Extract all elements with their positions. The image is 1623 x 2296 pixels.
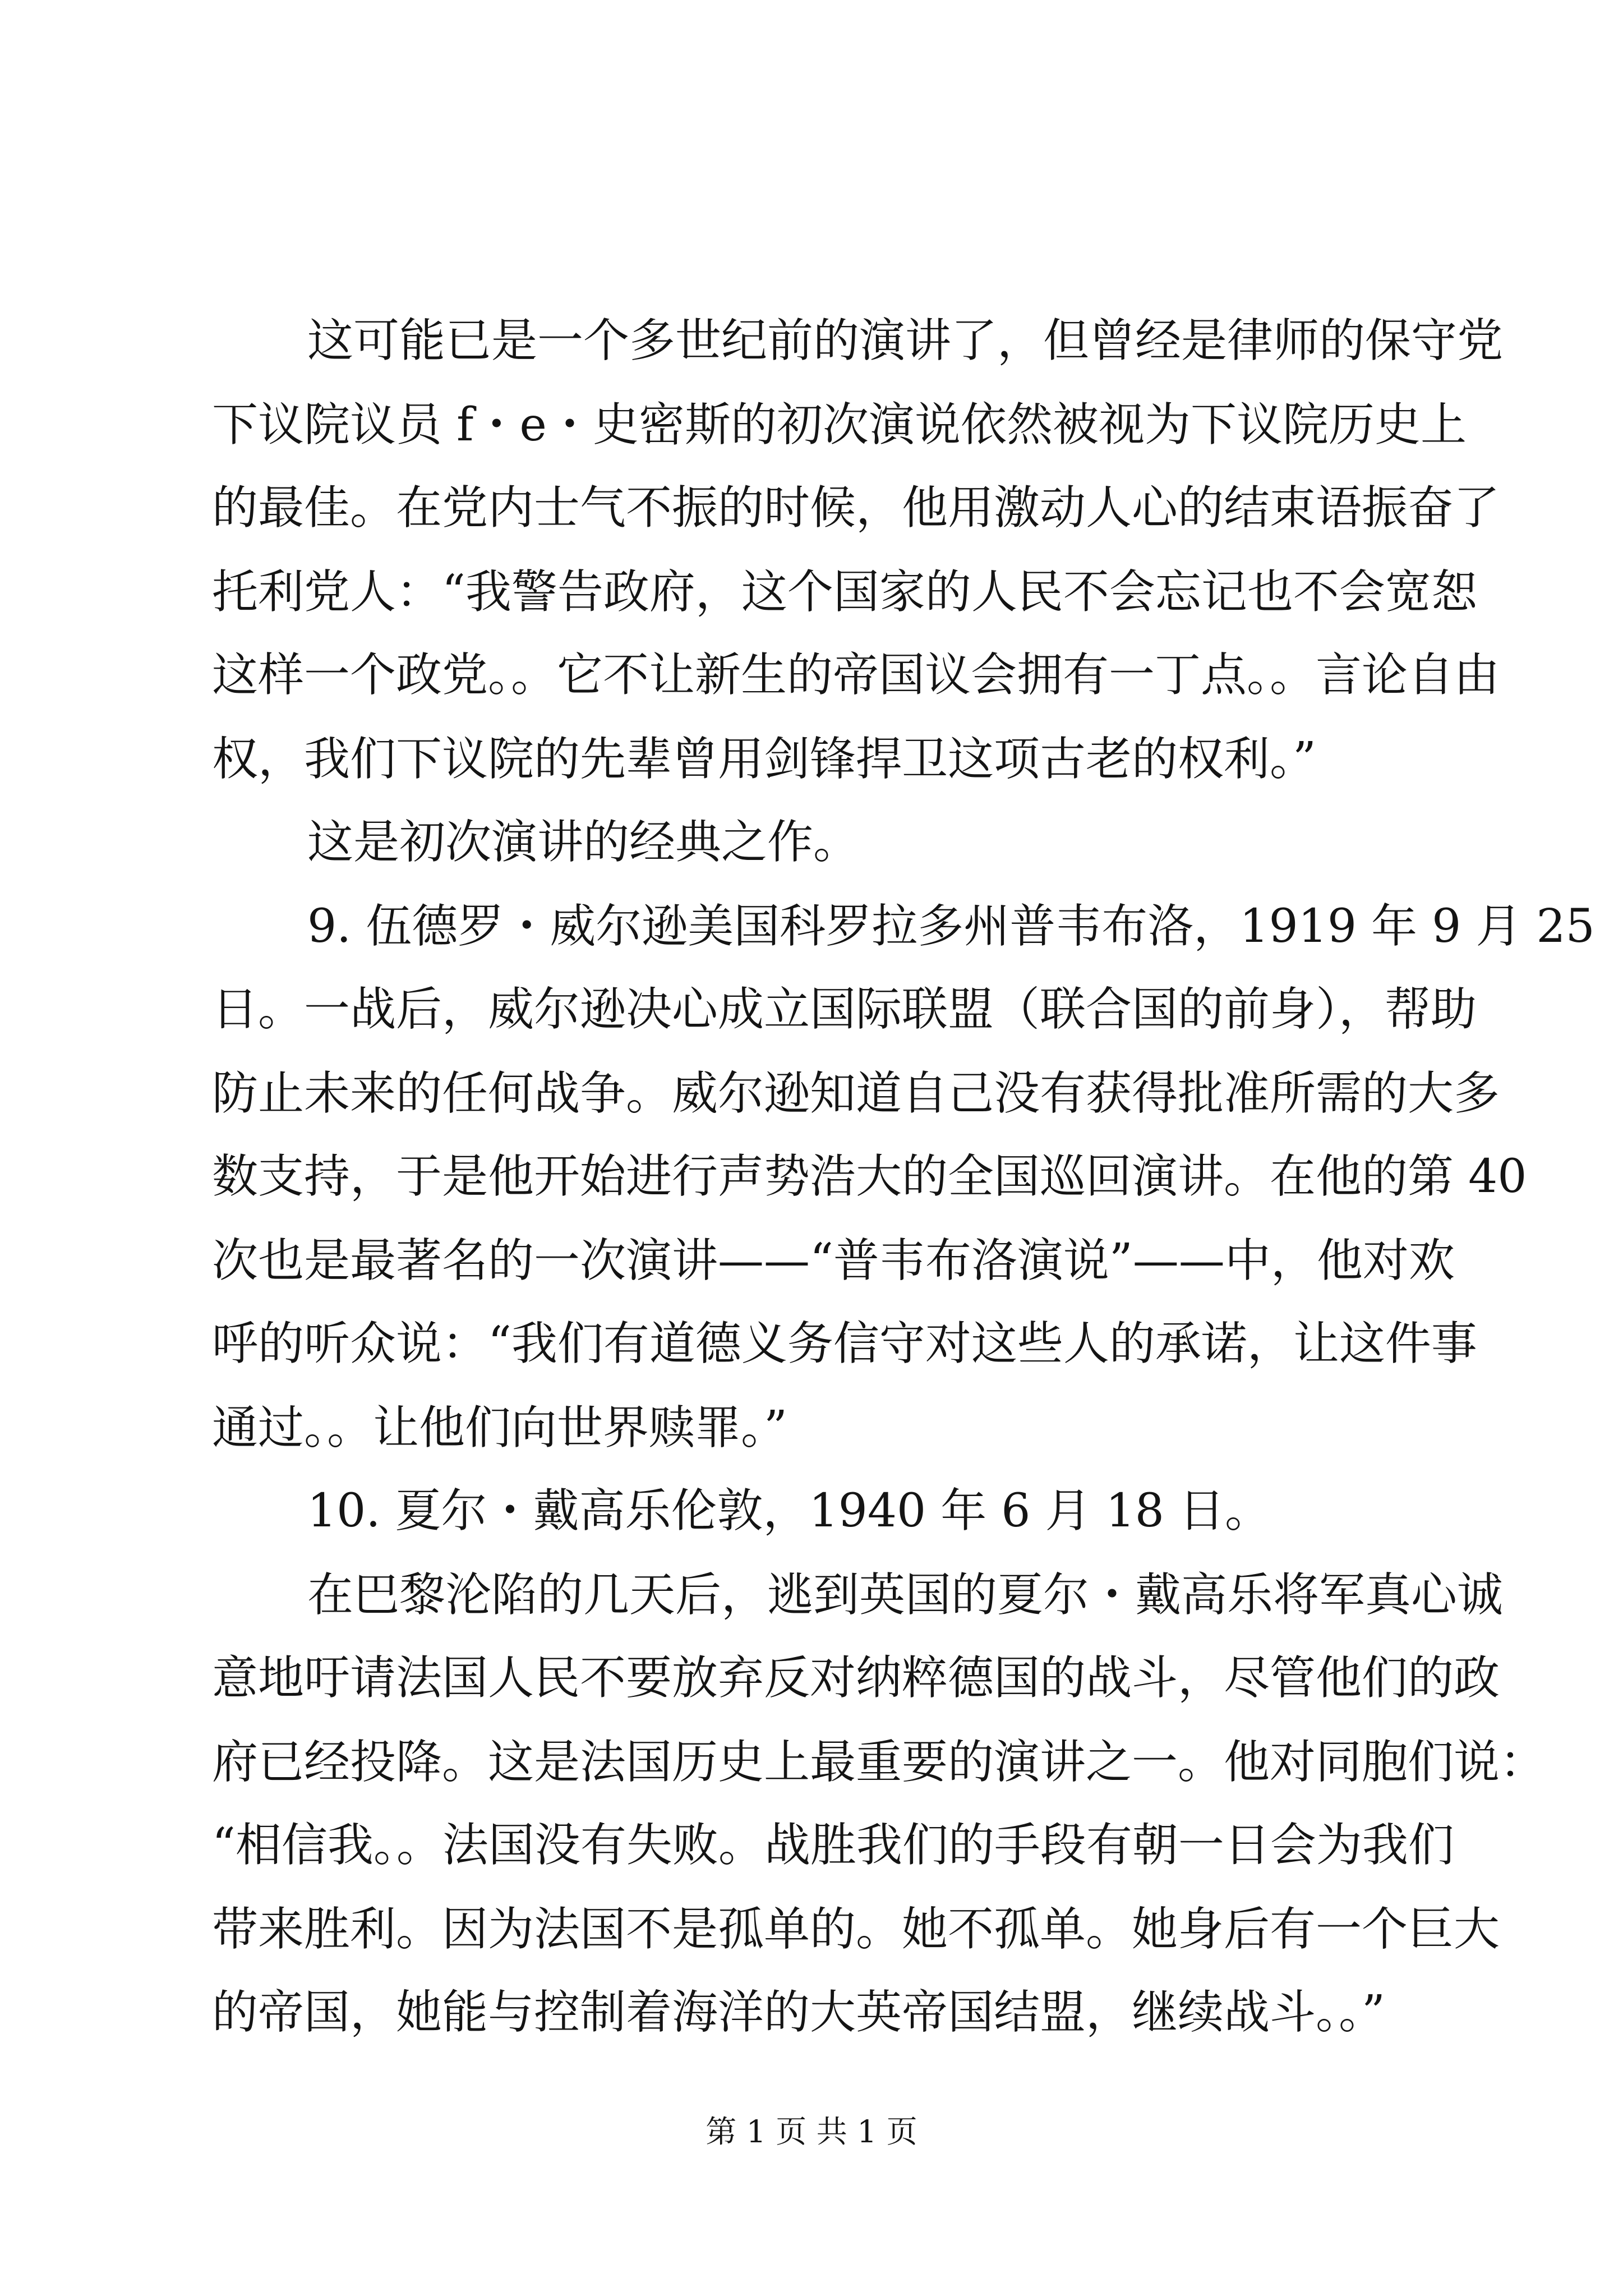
text-line [0,1478,1623,1545]
text-line [0,1143,1623,1211]
text-line [0,1310,1623,1378]
line-text: 这样一个政党。。它不让新生的帝国议会拥有一丁点。。言论自由 [212,648,1500,702]
line-text: 防止未来的任何战争。威尔逊知道自己没有获得批准所需的大多 [212,1067,1500,1120]
line-text: 9. 伍德罗・威尔逊美国科罗拉多州普韦布洛，1919 年 9 月 25 [307,900,1595,953]
text-line [0,809,1623,876]
line-text: 带来胜利。因为法国不是孤单的。她不孤单。她身后有一个巨大 [212,1903,1500,1956]
line-text: 次也是最著名的一次演讲——“普韦布洛演说”——中，他对欢 [212,1234,1455,1287]
text-line [0,1395,1623,1462]
line-text: 10. 夏尔・戴高乐伦敦，1940 年 6 月 18 日。 [307,1484,1271,1538]
text-line [0,475,1623,542]
line-text: 的帝国，她能与控制着海洋的大英帝国结盟，继续战斗。。” [212,1986,1385,2039]
line-text: 下议院议员 f・e・史密斯的初次演说依然被视为下议院历史上 [212,398,1467,452]
text-line [0,1812,1623,1879]
text-line [0,1896,1623,1963]
line-text: 托利党人：“我警告政府，这个国家的人民不会忘记也不会宽恕 [212,565,1477,619]
text-line [0,559,1623,626]
line-text: 数支持，于是他开始进行声势浩大的全国巡回演讲。在他的第 40 [212,1150,1527,1203]
text-line [0,307,1623,375]
text-line [0,1562,1623,1629]
line-text: 通过。。让他们向世界赎罪。” [212,1401,787,1455]
text-line [0,1060,1623,1128]
text-line [0,893,1623,960]
page-footer [0,2109,1623,2154]
line-text: 呼的听众说：“我们有道德义务信守对这些人的承诺，让这件事 [212,1317,1477,1370]
text-line [0,1645,1623,1712]
page-number-label: 第 1 页 共 1 页 [706,2114,917,2150]
text-line [0,392,1623,459]
text-line [0,976,1623,1043]
text-line [0,1227,1623,1295]
line-text: 的最佳。在党内士气不振的时候，他用激动人心的结束语振奋了 [212,481,1500,535]
text-line [0,726,1623,793]
line-text: 这是初次演讲的经典之作。 [307,816,860,869]
line-text: 意地吁请法国人民不要放弃反对纳粹德国的战斗，尽管他们的政 [212,1651,1500,1705]
line-text: 日。一战后，威尔逊决心成立国际联盟（联合国的前身），帮助 [212,983,1477,1036]
line-text: 这可能已是一个多世纪前的演讲了，但曾经是律师的保守党 [307,314,1504,367]
text-line [0,1979,1623,2046]
line-text: “相信我。。法国没有失败。战胜我们的手段有朝一日会为我们 [212,1819,1454,1872]
line-text: 在巴黎沦陷的几天后，逃到英国的夏尔・戴高乐将军真心诚 [307,1568,1504,1622]
line-text: 权，我们下议院的先辈曾用剑锋捍卫这项古老的权利。” [212,733,1316,786]
text-line [0,1729,1623,1796]
line-text: 府已经投降。这是法国历史上最重要的演讲之一。他对同胞们说： [212,1736,1546,1789]
text-line [0,642,1623,709]
